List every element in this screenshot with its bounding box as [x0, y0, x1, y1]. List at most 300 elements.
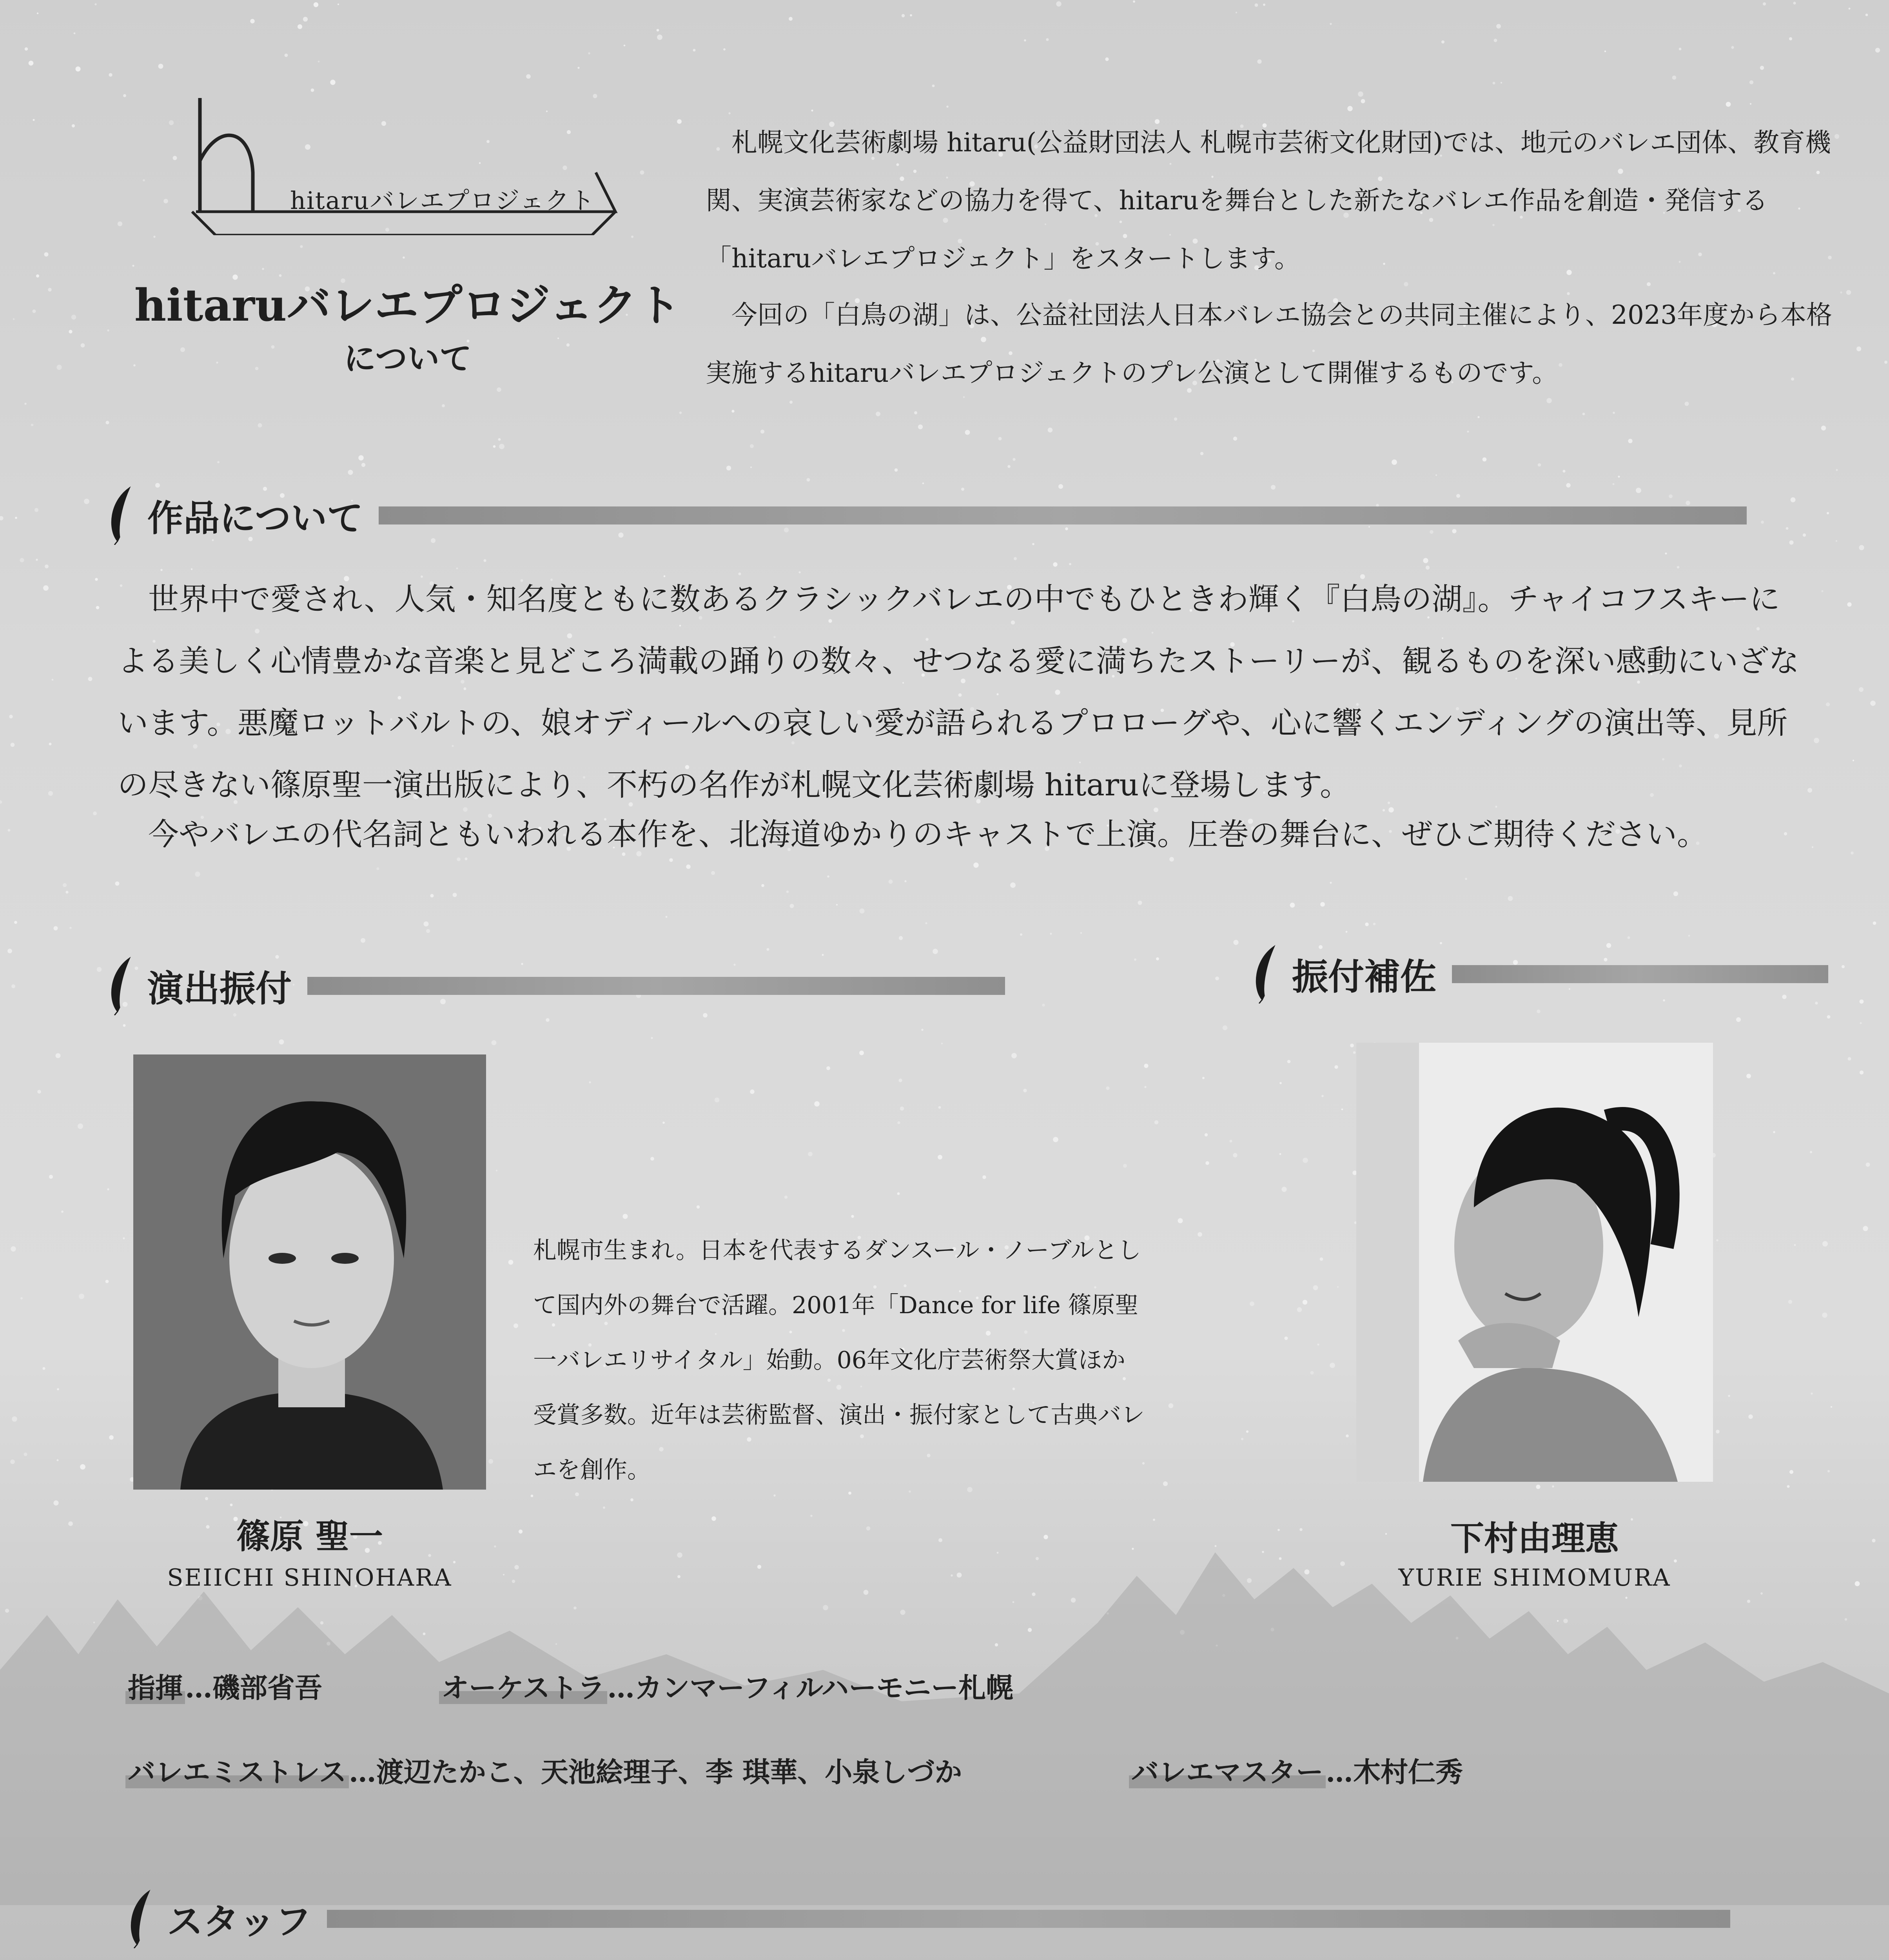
star-speck [650, 1157, 654, 1161]
star-speck [810, 1515, 813, 1517]
director-bio: 札幌市生まれ。日本を代表するダンスール・ノーブルとして国内外の舞台で活躍。2001年「Dance for life 篠原聖一バレエリサイタル」始動。06年文化庁芸術祭大賞ほか受賞多数。近年は芸術監督、演出・振付家として古典バレエを創作。 [533, 1237, 1145, 1484]
star-speck [80, 1464, 85, 1470]
star-speck [1013, 458, 1015, 461]
star-speck [13, 318, 15, 320]
star-speck [314, 2, 318, 7]
star-speck [20, 558, 24, 563]
star-speck [10, 1459, 15, 1464]
star-speck [33, 310, 36, 313]
star-speck [1848, 1057, 1851, 1061]
star-speck [998, 437, 1002, 441]
star-speck [1178, 1218, 1183, 1223]
star-speck [1810, 1151, 1812, 1153]
star-speck [1277, 1529, 1280, 1531]
star-speck [910, 14, 912, 16]
star-speck [52, 679, 54, 681]
star-speck [11, 743, 15, 747]
star-speck [1056, 1, 1061, 6]
star-speck [153, 236, 155, 238]
section-bar [307, 977, 1005, 995]
star-speck [827, 875, 829, 878]
star-speck [107, 329, 109, 331]
star-speck [1303, 1158, 1308, 1163]
star-speck [519, 1530, 523, 1534]
star-speck [7, 949, 12, 953]
star-speck [1821, 426, 1826, 430]
star-speck [57, 1388, 59, 1390]
star-speck [1814, 738, 1819, 743]
star-speck [1233, 1153, 1237, 1157]
star-speck [20, 1297, 23, 1299]
star-speck [1310, 1371, 1314, 1375]
star-speck [63, 883, 67, 887]
star-speck [514, 1323, 518, 1328]
star-speck [1613, 483, 1615, 485]
star-speck [84, 499, 89, 504]
star-speck [1807, 788, 1812, 793]
star-speck [1361, 99, 1365, 103]
star-speck [1279, 1082, 1281, 1084]
star-speck [37, 1090, 41, 1093]
star-speck [1672, 76, 1677, 80]
star-speck [666, 916, 668, 918]
star-speck [1330, 23, 1332, 25]
star-speck [1134, 958, 1136, 961]
section-bar [327, 1910, 1730, 1928]
star-speck [1791, 497, 1796, 503]
star-speck [1007, 465, 1010, 468]
star-speck [1794, 1244, 1796, 1246]
star-speck [1811, 1392, 1813, 1394]
star-speck [811, 110, 813, 112]
star-speck [697, 1205, 700, 1209]
star-speck [1836, 540, 1837, 542]
star-speck [1279, 1153, 1281, 1155]
star-speck [29, 61, 34, 66]
forest-silhouette [0, 1552, 1889, 1905]
star-speck [1773, 1131, 1775, 1133]
star-speck [899, 936, 903, 940]
star-speck [1353, 1051, 1356, 1054]
star-speck [1174, 417, 1177, 421]
star-speck [107, 1188, 109, 1190]
star-speck [526, 74, 531, 79]
star-speck [1803, 534, 1806, 537]
feather-icon [106, 956, 137, 1015]
star-speck [97, 967, 102, 972]
star-speck [1024, 39, 1026, 42]
star-speck [279, 1040, 284, 1045]
star-speck [488, 1459, 493, 1464]
star-speck [786, 891, 789, 893]
star-speck [766, 948, 769, 951]
star-speck [1789, 37, 1792, 40]
star-speck [1604, 51, 1606, 52]
star-speck [31, 424, 34, 426]
star-speck [311, 89, 314, 92]
star-speck [851, 1215, 854, 1218]
star-speck [49, 743, 52, 746]
star-speck [651, 1037, 653, 1039]
star-speck [61, 1210, 64, 1213]
star-speck [258, 423, 262, 428]
star-speck [109, 73, 112, 76]
star-speck [1350, 1044, 1354, 1047]
star-speck [679, 412, 682, 414]
star-speck [577, 67, 579, 69]
star-speck [424, 922, 429, 927]
star-speck [361, 463, 365, 467]
star-speck [88, 677, 93, 681]
star-speck [932, 85, 935, 87]
star-speck [1215, 976, 1219, 980]
star-speck [1223, 1025, 1227, 1030]
star-speck [1440, 942, 1442, 944]
star-speck [453, 893, 457, 897]
star-speck [784, 1196, 788, 1199]
star-speck [1860, 1022, 1862, 1024]
star-speck [1138, 901, 1142, 905]
star-speck [897, 1121, 900, 1124]
star-speck [897, 1192, 900, 1195]
star-speck [750, 444, 754, 448]
star-speck [898, 1078, 902, 1082]
star-speck [1205, 1161, 1209, 1165]
star-speck [1538, 463, 1541, 466]
star-speck [403, 256, 405, 259]
star-speck [1831, 1406, 1832, 1408]
star-speck [1144, 1086, 1146, 1088]
star-speck [1537, 1009, 1540, 1013]
star-speck [250, 19, 254, 23]
star-speck [158, 64, 163, 69]
star-speck [624, 45, 626, 47]
star-speck [123, 1238, 125, 1240]
star-speck [1840, 291, 1842, 293]
star-speck [205, 1497, 208, 1500]
star-speck [43, 1367, 45, 1370]
star-speck [921, 1029, 924, 1031]
star-speck [1846, 290, 1851, 295]
star-speck [493, 445, 496, 448]
intro-paragraph-2: 今回の「白鳥の湖」は、公益社団法人日本バレエ協会との共同主催により、2023年度から本格実施するhitaruバレエプロジェクトのプレ公演として開催するものです。 [706, 300, 1832, 388]
star-speck [484, 559, 486, 562]
star-speck [1205, 1133, 1208, 1136]
star-speck [499, 444, 504, 449]
star-speck [1303, 1300, 1307, 1305]
star-speck [54, 926, 58, 931]
star-speck [12, 1416, 17, 1421]
star-speck [318, 61, 320, 63]
star-speck [1014, 557, 1017, 560]
star-speck [1582, 413, 1585, 416]
assistant-section-heading: 振付補佐 [1250, 945, 1828, 1004]
star-speck [9, 715, 13, 718]
star-speck [1787, 1485, 1790, 1488]
star-speck [1853, 760, 1854, 761]
star-speck [866, 1526, 871, 1531]
star-speck [74, 33, 76, 34]
star-speck [938, 1106, 941, 1109]
star-speck [1144, 1064, 1149, 1068]
star-speck [1299, 1528, 1303, 1531]
star-speck [492, 1040, 497, 1045]
star-speck [933, 949, 938, 954]
star-speck [48, 791, 53, 796]
credit-conductor: 指揮…磯部省吾 [125, 1666, 322, 1706]
star-speck [1435, 474, 1437, 476]
star-speck [25, 47, 28, 51]
star-speck [95, 578, 98, 581]
star-speck [1847, 602, 1851, 606]
intro-paragraph-1: 札幌文化芸術劇場 hitaru(公益財団法人 札幌市芸術文化財団)では、地元のバレエ団体、教育機関、実演芸術家などの協力を得て、hitaruを舞台とした新たなバレエ作品を創造・発信する「hitaruバレエプロジェクト」をスタートします。 [706, 127, 1831, 274]
star-speck [1496, 24, 1501, 29]
star-speck [589, 1081, 591, 1083]
star-speck [640, 171, 644, 175]
star-speck [496, 1170, 498, 1172]
star-speck [631, 236, 633, 238]
star-speck [69, 927, 72, 929]
feather-icon [1250, 945, 1282, 1004]
star-speck [1215, 1545, 1217, 1547]
star-speck [1716, 1430, 1719, 1433]
star-speck [81, 343, 85, 348]
star-speck [1716, 1239, 1718, 1241]
star-speck [44, 252, 49, 257]
star-speck [105, 1280, 109, 1283]
star-speck [657, 34, 662, 40]
star-speck [1020, 933, 1022, 936]
star-speck [918, 425, 923, 429]
star-speck [1236, 12, 1237, 13]
star-speck [78, 1123, 83, 1129]
star-speck [925, 922, 927, 924]
star-speck [1789, 541, 1794, 545]
star-speck [1763, 2, 1766, 5]
star-speck [1233, 940, 1238, 945]
star-speck [15, 517, 17, 519]
star-speck [361, 938, 365, 943]
star-speck [1250, 1301, 1254, 1306]
star-speck [1789, 1470, 1793, 1474]
star-speck [1665, 553, 1667, 555]
star-speck [1873, 922, 1876, 925]
star-speck [1726, 102, 1731, 107]
star-speck [358, 455, 363, 460]
star-speck [348, 470, 353, 475]
star-speck [1347, 106, 1352, 111]
star-speck [711, 1516, 716, 1521]
star-speck [1552, 1485, 1554, 1487]
star-speck [1320, 1258, 1323, 1261]
star-speck [1673, 891, 1678, 896]
star-speck [715, 1098, 719, 1102]
star-speck [1822, 1312, 1827, 1318]
star-speck [72, 124, 75, 127]
star-speck [750, 466, 752, 468]
star-speck [8, 829, 11, 832]
star-speck [123, 1024, 126, 1027]
star-speck [1793, 2, 1796, 4]
star-speck [1736, 1017, 1741, 1022]
star-speck [1346, 931, 1348, 933]
section-bar [1452, 965, 1828, 983]
star-speck [497, 387, 501, 392]
star-speck [14, 921, 17, 924]
star-speck [630, 1498, 633, 1501]
star-speck [1467, 431, 1469, 433]
star-speck [1358, 91, 1363, 97]
star-speck [1884, 361, 1887, 364]
star-speck [876, 412, 880, 416]
star-speck [1822, 1241, 1828, 1247]
star-speck [1827, 1015, 1831, 1019]
star-speck [914, 411, 917, 414]
star-speck [285, 54, 288, 57]
star-speck [1202, 1077, 1205, 1079]
star-speck [1562, 470, 1565, 472]
star-speck [1229, 1140, 1232, 1142]
star-speck [1053, 562, 1057, 566]
staff-section-heading: スタッフ [125, 1889, 1730, 1948]
star-speck [37, 13, 38, 14]
star-speck [1317, 1343, 1319, 1345]
star-speck [1821, 590, 1823, 592]
star-speck [48, 288, 51, 291]
star-speck [750, 1089, 754, 1094]
credit-orchestra: オーケストラ…カンマーフィルハーモニー札幌 [439, 1666, 1013, 1706]
star-speck [546, 1018, 549, 1022]
star-speck [1827, 1470, 1830, 1472]
star-speck [300, 245, 303, 248]
star-speck [1080, 932, 1082, 934]
star-speck [1241, 1438, 1243, 1440]
star-speck [262, 268, 264, 270]
star-speck [217, 461, 220, 463]
star-speck [1788, 1300, 1792, 1304]
star-speck [1786, 527, 1789, 530]
star-speck [36, 274, 39, 278]
star-speck [1154, 1120, 1159, 1125]
director-name-ja: 篠原 聖一 [236, 1517, 383, 1556]
star-speck [726, 466, 731, 470]
work-section-heading: 作品について [106, 486, 1747, 545]
star-speck [1859, 687, 1864, 692]
star-speck [1133, 0, 1135, 3]
star-speck [657, 29, 659, 32]
star-speck [588, 52, 590, 54]
star-speck [1330, 882, 1332, 884]
star-speck [1613, 412, 1615, 414]
star-speck [693, 49, 696, 52]
star-speck [1341, 1109, 1343, 1111]
star-speck [814, 1101, 820, 1107]
star-speck [1628, 936, 1630, 939]
star-speck [115, 882, 120, 886]
star-speck [1320, 902, 1325, 907]
star-speck [1365, 922, 1368, 926]
star-speck [1860, 1000, 1864, 1004]
star-speck [1169, 1403, 1174, 1408]
star-speck [1836, 469, 1838, 471]
star-speck [1423, 558, 1428, 563]
star-speck [1860, 1071, 1864, 1074]
star-speck [123, 94, 126, 97]
star-speck [1233, 437, 1237, 441]
star-speck [36, 559, 38, 561]
star-speck [1285, 1337, 1288, 1340]
star-speck [1198, 1232, 1202, 1237]
feather-icon [106, 486, 137, 545]
star-speck [96, 606, 100, 610]
star-speck [106, 421, 109, 425]
star-speck [79, 1294, 84, 1299]
star-speck [760, 430, 764, 434]
star-speck [68, 1521, 73, 1526]
star-speck [1728, 1395, 1730, 1397]
star-speck [836, 904, 838, 906]
star-speck [1536, 1485, 1541, 1489]
star-speck [1835, 134, 1839, 139]
star-speck [1494, 39, 1497, 42]
star-speck [1875, 48, 1880, 53]
star-speck [938, 1538, 942, 1542]
star-speck [1023, 1089, 1027, 1092]
star-speck [1827, 512, 1829, 514]
star-speck [1477, 416, 1479, 418]
star-speck [1255, 4, 1258, 7]
star-speck [230, 1504, 233, 1506]
star-speck [1313, 1285, 1318, 1290]
star-speck [965, 430, 970, 435]
star-speck [43, 585, 49, 591]
star-speck [1046, 38, 1049, 41]
star-speck [1870, 701, 1876, 706]
star-speck [1863, 1226, 1868, 1231]
star-speck [662, 1122, 665, 1124]
star-speck [508, 1260, 514, 1265]
star-speck [860, 909, 865, 914]
star-speck [1493, 82, 1495, 85]
star-speck [902, 14, 905, 17]
star-speck [1760, 66, 1764, 70]
assistant-photo [1356, 1043, 1713, 1482]
star-speck [163, 199, 168, 203]
star-speck [922, 483, 924, 485]
star-speck [132, 265, 134, 267]
star-speck [1069, 563, 1071, 565]
star-speck [169, 120, 174, 125]
star-speck [946, 105, 948, 107]
star-speck [1163, 1481, 1168, 1486]
star-speck [93, 811, 97, 815]
star-speck [603, 1506, 605, 1509]
star-speck [1618, 476, 1620, 478]
star-speck [71, 315, 76, 319]
star-speck [1483, 457, 1487, 462]
star-speck [442, 404, 445, 407]
star-speck [53, 1500, 58, 1505]
star-speck [1153, 1519, 1155, 1521]
star-speck [330, 80, 335, 85]
star-speck [1859, 545, 1864, 550]
star-speck [1257, 59, 1261, 64]
star-speck [677, 119, 682, 124]
star-speck [338, 4, 339, 5]
star-speck [1865, 14, 1868, 16]
star-speck [900, 1107, 904, 1111]
star-speck [1043, 1535, 1048, 1539]
